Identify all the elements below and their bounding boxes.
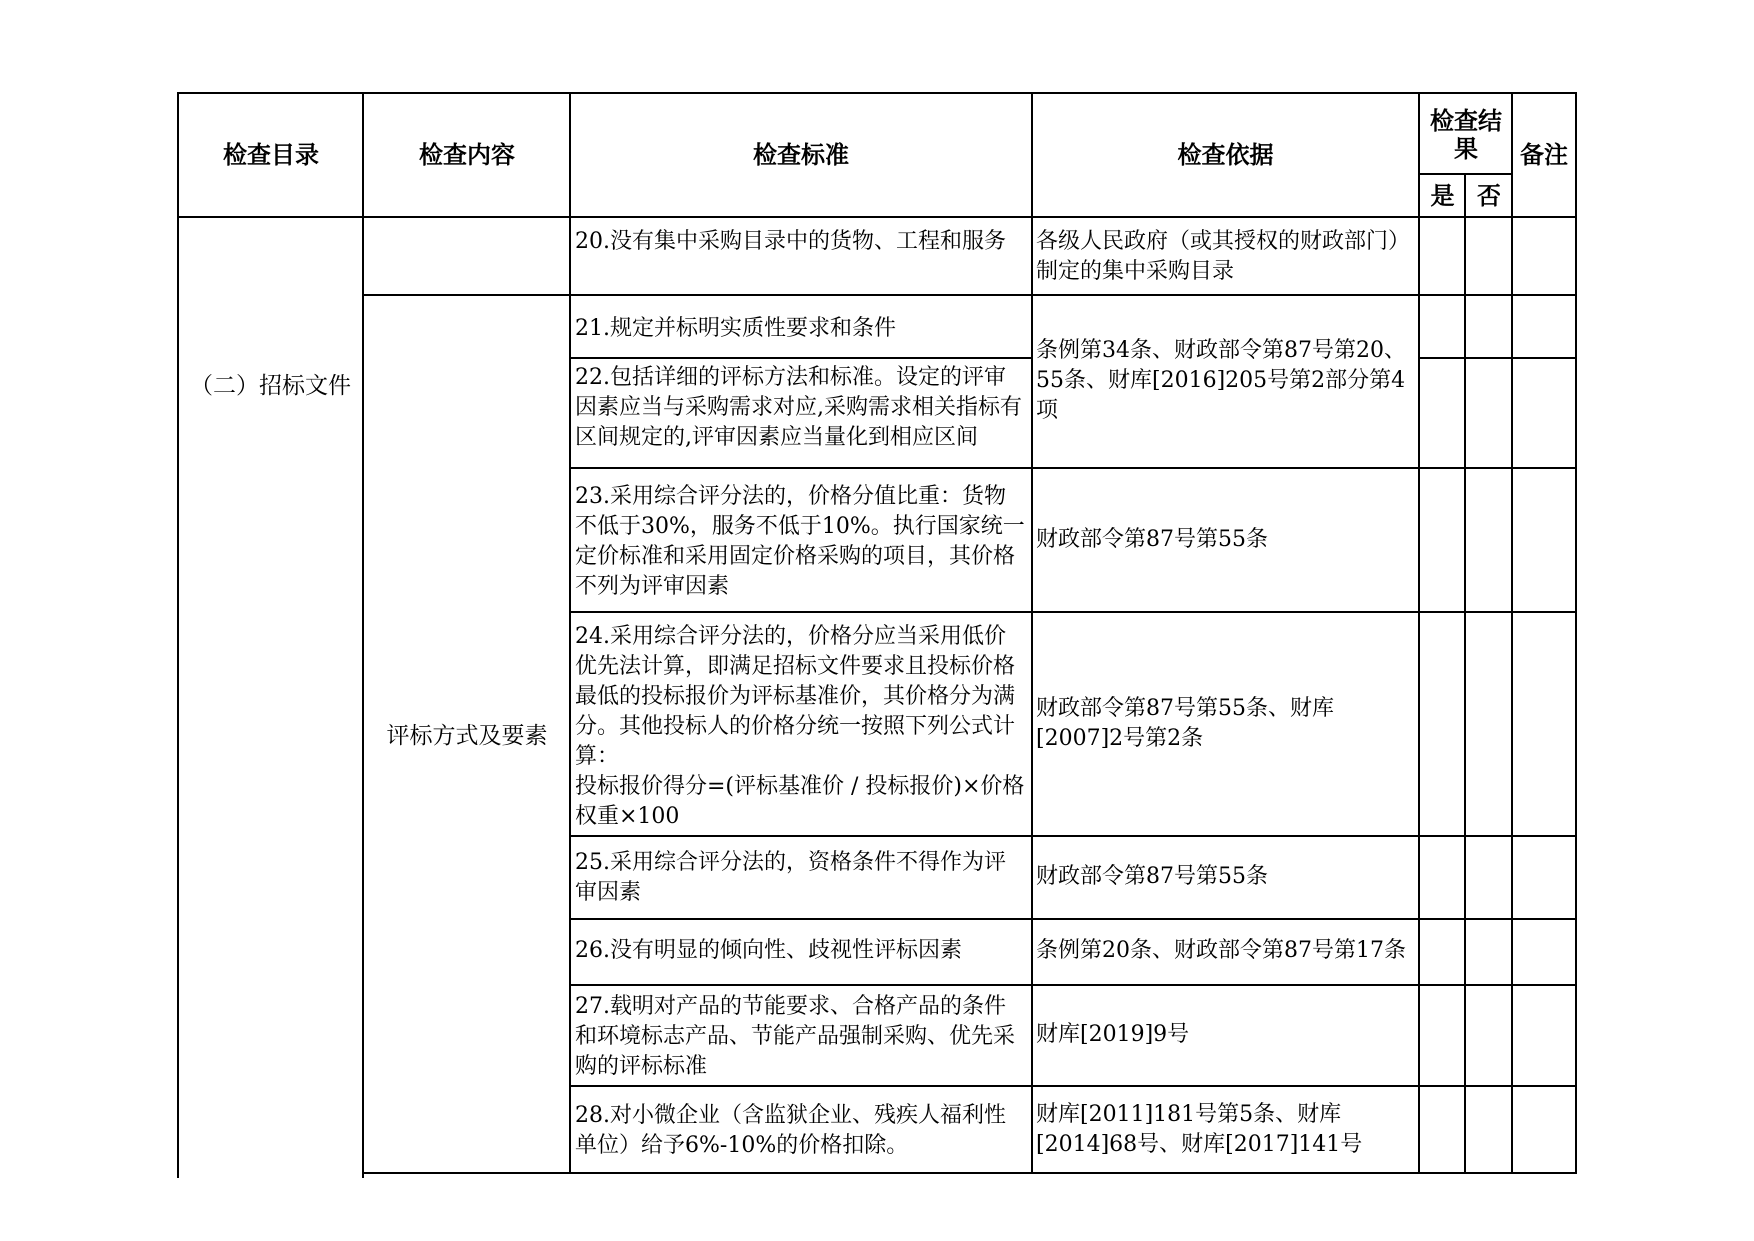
grid-line xyxy=(1418,92,1420,1174)
check-yes-row-27[interactable] xyxy=(1420,985,1465,1086)
grid-line xyxy=(177,92,179,1178)
row-23-basis: 财政部令第87号第55条 xyxy=(1036,526,1268,552)
remark-row-23[interactable] xyxy=(1513,468,1575,611)
row-27-basis: 财库[2019]9号 xyxy=(1036,1022,1190,1047)
check-no-row-21[interactable] xyxy=(1466,296,1512,358)
grid-line xyxy=(1419,173,1513,175)
grid-line xyxy=(570,835,1577,837)
row-24-standard: 24.采用综合评分法的，价格分应当采用低价优先法计算，即满足招标文件要求且投标价格最低的投标报价为评标基准价，其价格分为满分。其他投标人的价格分统一按照下列公式计算： 投标报价得分=(评标基准价 / 投标报价)×价格权重×100 xyxy=(575,624,1025,829)
header-content: 检查内容 xyxy=(419,140,515,169)
grid-line xyxy=(363,1172,1577,1174)
row-25-basis: 财政部令第87号第55条 xyxy=(1036,864,1268,889)
category-label: （二）招标文件 xyxy=(190,373,351,399)
grid-line xyxy=(570,467,1577,469)
check-yes-row-21[interactable] xyxy=(1420,296,1465,358)
remark-row-28[interactable] xyxy=(1513,1087,1575,1173)
grid-line xyxy=(1031,92,1033,1174)
grid-line xyxy=(177,216,1577,218)
check-no-row-27[interactable] xyxy=(1466,985,1512,1086)
remark-row-20[interactable] xyxy=(1513,217,1575,294)
grid-line xyxy=(570,611,1577,613)
row-25-standard: 25.采用综合评分法的，资格条件不得作为评审因素 xyxy=(575,850,1006,905)
grid-line xyxy=(570,357,1032,359)
check-yes-row-23[interactable] xyxy=(1420,468,1465,611)
grid-line xyxy=(177,92,1577,94)
header-result: 检查结果 xyxy=(1430,107,1502,163)
check-yes-row-25[interactable] xyxy=(1420,836,1465,918)
remark-row-21[interactable] xyxy=(1513,296,1575,358)
check-no-row-25[interactable] xyxy=(1466,836,1512,918)
check-no-row-20[interactable] xyxy=(1466,217,1512,294)
row-20-basis: 各级人民政府（或其授权的财政部门）制定的集中采购目录 xyxy=(1036,229,1411,284)
row-26-basis: 条例第20条、财政部令第87号第17条 xyxy=(1036,938,1406,963)
check-no-row-22[interactable] xyxy=(1466,359,1512,467)
content-label: 评标方式及要素 xyxy=(386,723,548,749)
header-standard: 检查标准 xyxy=(753,140,849,169)
grid-line xyxy=(569,92,571,1174)
check-yes-row-28[interactable] xyxy=(1420,1087,1465,1173)
grid-line xyxy=(1511,92,1513,1174)
check-yes-row-22[interactable] xyxy=(1420,359,1465,467)
check-yes-row-26[interactable] xyxy=(1420,919,1465,984)
check-no-row-26[interactable] xyxy=(1466,919,1512,984)
header-remark: 备注 xyxy=(1520,140,1568,169)
remark-row-25[interactable] xyxy=(1513,836,1575,918)
check-yes-row-24[interactable] xyxy=(1420,612,1465,835)
row-28-standard: 28.对小微企业（含监狱企业、残疾人福利性单位）给予6%-10%的价格扣除。 xyxy=(575,1103,1006,1158)
remark-row-27[interactable] xyxy=(1513,985,1575,1086)
grid-line xyxy=(570,984,1577,986)
row-27-standard: 27.载明对产品的节能要求、合格产品的条件和环境标志产品、节能产品强制采购、优先采购的评标标准 xyxy=(575,994,1016,1079)
grid-line xyxy=(1419,357,1577,359)
check-no-row-23[interactable] xyxy=(1466,468,1512,611)
row-23-standard: 23.采用综合评分法的，价格分值比重：货物不低于30%，服务不低于10%。执行国家统一定价标准和采用固定价格采购的项目，其价格不列为评审因素 xyxy=(575,484,1025,599)
row-28-basis: 财库[2011]181号第5条、财库[2014]68号、财库[2017]141号 xyxy=(1036,1101,1363,1157)
grid-line xyxy=(570,1085,1577,1087)
row-21-22-basis: 条例第34条、财政部令第87号第20、55条、财库[2016]205号第2部分第4项 xyxy=(1036,338,1406,423)
row-22-standard: 22.包括详细的评标方法和标准。设定的评审因素应当与采购需求对应,采购需求相关指标有区间规定的,评审因素应当量化到相应区间 xyxy=(575,365,1022,450)
remark-row-24[interactable] xyxy=(1513,612,1575,835)
row-24-basis: 财政部令第87号第55条、财库[2007]2号第2条 xyxy=(1036,695,1334,751)
grid-line xyxy=(1575,92,1577,1174)
grid-line xyxy=(1464,173,1466,1174)
row-26-standard: 26.没有明显的倾向性、歧视性评标因素 xyxy=(575,938,962,963)
row-21-standard: 21.规定并标明实质性要求和条件 xyxy=(575,316,896,341)
grid-line xyxy=(363,294,1577,296)
header-basis: 检查依据 xyxy=(1177,140,1274,169)
check-no-row-24[interactable] xyxy=(1466,612,1512,835)
remark-row-26[interactable] xyxy=(1513,919,1575,984)
header-result-no: 否 xyxy=(1477,181,1501,210)
header-category: 检查目录 xyxy=(223,140,319,169)
remark-row-22[interactable] xyxy=(1513,359,1575,467)
header-result-yes: 是 xyxy=(1430,181,1455,210)
check-no-row-28[interactable] xyxy=(1466,1087,1512,1173)
row-20-standard: 20.没有集中采购目录中的货物、工程和服务 xyxy=(575,229,1006,254)
grid-line xyxy=(570,918,1577,920)
check-yes-row-20[interactable] xyxy=(1420,217,1465,294)
grid-line xyxy=(362,92,364,1178)
